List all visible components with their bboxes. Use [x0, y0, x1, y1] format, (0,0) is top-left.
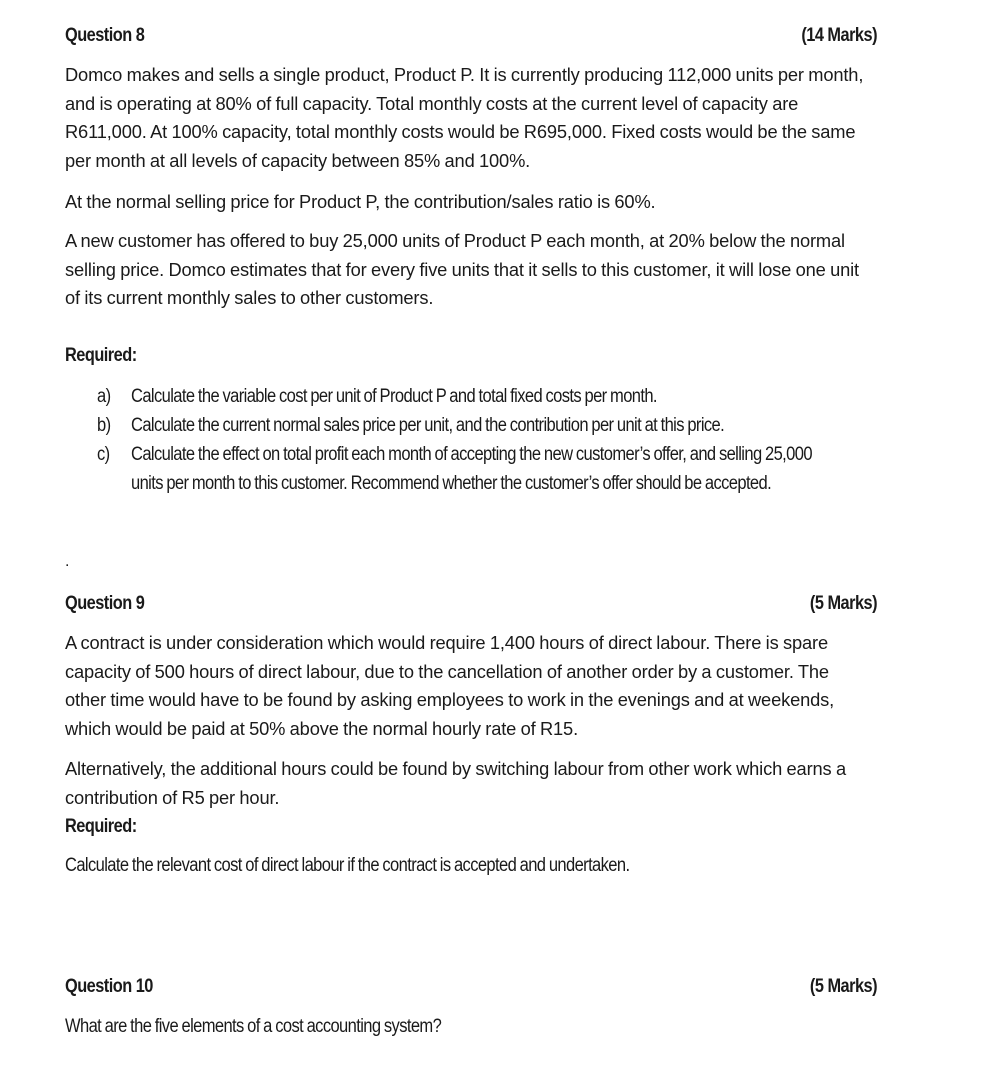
q8-title: Question 8: [65, 25, 145, 46]
q9-task: Calculate the relevant cost of direct labour if the contract is accepted and undertaken.: [65, 855, 630, 876]
q8-item-a-label: a): [97, 386, 111, 407]
q10-task: What are the five elements of a cost accounting system?: [65, 1016, 442, 1037]
q8-p3-line: A new customer has offered to buy 25,000 units of Product P each month, at 20% below the normal: [65, 230, 845, 251]
q8-paragraph-3: [65, 227, 859, 313]
q9-p1-line: A contract is under consideration which would require 1,400 hours of direct labour. There is spare: [65, 632, 828, 653]
q8-p3-line: of its current monthly sales to other customers.: [65, 287, 434, 308]
q9-marks: (5 Marks): [809, 593, 877, 614]
q9-title: Question 9: [65, 593, 145, 614]
q8-p1-line: R611,000. At 100% capacity, total monthly costs would be R695,000. Fixed costs would be the same: [65, 121, 856, 142]
q9-p2-line: contribution of R5 per hour.: [65, 786, 280, 808]
q8-item-c-text-line-1: Calculate the effect on total profit each month of accepting the new customer’s offer, and selling 25,000: [131, 444, 812, 465]
q8-p1-line: per month at all levels of capacity between 85% and 100%.: [65, 149, 531, 171]
q9-required-heading: Required:: [65, 816, 137, 837]
q8-paragraph-2: At the normal selling price for Product P, the contribution/sales ratio is 60%.: [65, 191, 656, 212]
q8-item-b-label: b): [97, 415, 111, 436]
q9-p1-line: which would be paid at 50% above the normal hourly rate of R15.: [65, 717, 578, 739]
q10-marks: (5 Marks): [809, 976, 877, 997]
stray-dot: .: [65, 553, 70, 570]
q9-p1-line: other time would have to be found by asking employees to work in the evenings and at weekends,: [65, 689, 835, 710]
q9-paragraph-2: [65, 755, 846, 812]
q8-item-a-text: Calculate the variable cost per unit of Product P and total fixed costs per month.: [131, 386, 657, 407]
q10-title: Question 10: [65, 976, 153, 997]
q8-p1-line: Domco makes and sells a single product, Product P. It is currently producing 112,000 units per month,: [65, 64, 864, 85]
q9-paragraph-1: [65, 629, 834, 743]
q8-paragraph-1: [65, 61, 863, 175]
q8-item-c-label: c): [97, 444, 110, 465]
q8-p3-line: selling price. Domco estimates that for every five units that it sells to this customer, it will lose one unit: [65, 258, 859, 280]
q8-p1-line: and is operating at 80% of full capacity. Total monthly costs at the current level of capacity are: [65, 92, 799, 114]
q8-required-heading: Required:: [65, 345, 137, 366]
q9-p1-line: capacity of 500 hours of direct labour, due to the cancellation of another order by a customer. The: [65, 660, 829, 682]
q8-item-b-text: Calculate the current normal sales price per unit, and the contribution per unit at this price.: [131, 415, 725, 436]
q8-marks: (14 Marks): [801, 25, 877, 46]
q9-p2-line: Alternatively, the additional hours could be found by switching labour from other work which earns a: [65, 758, 846, 779]
q8-item-c-text-line-2: units per month to this customer. Recommend whether the customer’s offer should be accepted.: [131, 473, 772, 494]
